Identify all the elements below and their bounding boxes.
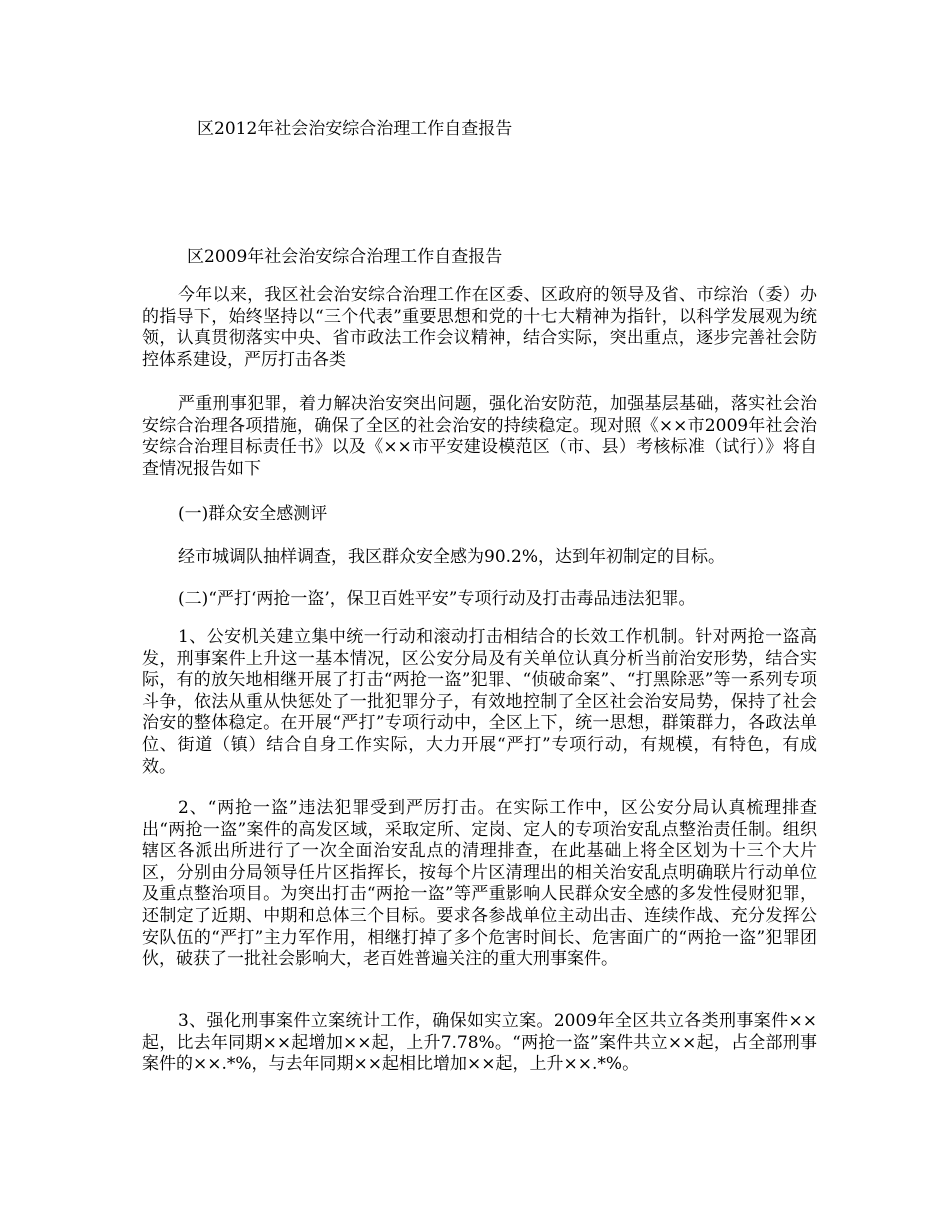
paragraph-item-1: 1、公安机关建立集中统一行动和滚动打击相结合的长效工作机制。针对两抢一盗高发，刑事案件上升这一基本情况，区公安分局及有关单位认真分析当前治安形势，结合实际，有的放矢地相继开展了打击“两抢一盗”犯罪、“侦破命案”、“打黑除恶”等一系列专项斗争，依法从重从快惩处了一批犯罪分子，有效地控制了全区社会治安局势，保持了社会治安的整体稳定。在开展“严打”专项行动中，全区上下，统一思想，群策群力，各政法单位、街道（镇）结合自身工作实际，大力开展“严打”专项行动，有规模，有特色，有成效。	[142, 627, 817, 777]
paragraph-item-3: 3、强化刑事案件立案统计工作，确保如实立案。2009年全区共立各类刑事案件××起，比去年同期××起增加××起，上升7.78%。“两抢一盗”案件共立××起，占全部刑事案件的××.*%，与去年同期××起相比增加××起，上升××.*%。	[142, 1011, 817, 1075]
section-heading-2: (二)“严打‘两抢一盗’，保卫百姓平安”专项行动及打击毒品违法犯罪。	[178, 589, 696, 609]
paragraph-intro: 今年以来，我区社会治安综合治理工作在区委、区政府的领导及省、市综治（委）办的指导下，始终坚持以“三个代表”重要思想和党的十七大精神为指针，以科学发展观为统领，认真贯彻落实中央、省市政法工作会议精神，结合实际，突出重点，逐步完善社会防控体系建设，严厉打击各类	[142, 285, 817, 370]
document-title: 区2012年社会治安综合治理工作自查报告	[197, 119, 513, 139]
section-heading-1: (一)群众安全感测评	[178, 504, 328, 524]
paragraph-item-2: 2、“两抢一盗”违法犯罪受到严厉打击。在实际工作中，区公安分局认真梳理排查出“两抢一盗”案件的高发区域，采取定所、定岗、定人的专项治安乱点整治责任制。组织辖区各派出所进行了一次全面治安乱点的清理排查，在此基础上将全区划为十三个大片区，分别由分局领导任片区指挥长，按每个片区清理出的相关治安乱点明确联片行动单位及重点整治项目。为突出打击“两抢一盗”等严重影响人民群众安全感的多发性侵财犯罪，还制定了近期、中期和总体三个目标。要求各参战单位主动出击、连续作战、充分发挥公安队伍的“严打”主力军作用，相继打掉了多个危害时间长、危害面广的“两抢一盗”犯罪团伙，破获了一批社会影响大，老百姓普遍关注的重大刑事案件。	[142, 798, 817, 970]
report-subtitle: 区2009年社会治安综合治理工作自查报告	[187, 247, 503, 267]
section-text-1: 经市城调队抽样调查，我区群众安全感为90.2%，达到年初制定的目标。	[178, 547, 726, 567]
paragraph-intro-cont: 严重刑事犯罪，着力解决治安突出问题，强化治安防范，加强基层基础，落实社会治安综合治理各项措施，确保了全区的社会治安的持续稳定。现对照《××市2009年社会治安综合治理目标责任书》以及《××市平安建设模范区（市、县）考核标准（试行）》将自查情况报告如下	[142, 394, 817, 479]
